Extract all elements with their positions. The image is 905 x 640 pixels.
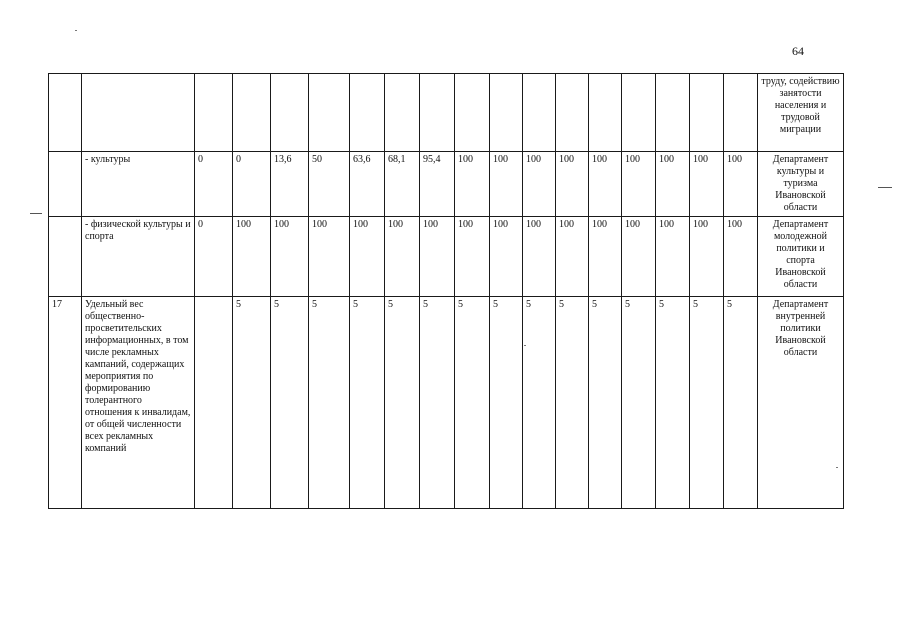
value-cell (556, 74, 589, 152)
value-cell (724, 74, 758, 152)
value-cell: 100 (724, 152, 758, 217)
value-cell: 100 (233, 217, 271, 297)
value-cell (455, 74, 490, 152)
value-cell: 0 (233, 152, 271, 217)
value-cell: 100 (523, 217, 556, 297)
indicator-name-cell: Удельный вес общественно-просветительских информационных, в том числе рекламных кампаний, содержащих мероприятия по формированию толерантного отношения к инвалидам, от общей численности всех рекламных компаний (82, 297, 195, 509)
page-number: 64 (792, 44, 804, 58)
indicator-name-cell: - культуры (82, 152, 195, 217)
department-cell: Департамент внутренней политики Ивановской области (758, 297, 844, 509)
value-cell: 100 (523, 152, 556, 217)
value-cell: 100 (350, 217, 385, 297)
value-cell: 5 (350, 297, 385, 509)
scan-speck (836, 467, 838, 468)
scan-mark (30, 213, 42, 214)
row-number-cell (49, 152, 82, 217)
value-cell: 5 (490, 297, 523, 509)
row-number-cell (49, 217, 82, 297)
value-cell: 100 (724, 217, 758, 297)
value-cell: 100 (455, 217, 490, 297)
value-cell (195, 297, 233, 509)
value-cell (622, 74, 656, 152)
value-cell (523, 74, 556, 152)
value-cell (385, 74, 420, 152)
value-cell (271, 74, 309, 152)
value-cell: 5 (309, 297, 350, 509)
department-cell: Департамент культуры и туризма Ивановской области (758, 152, 844, 217)
value-cell: 5 (656, 297, 690, 509)
value-cell: 100 (309, 217, 350, 297)
value-cell: 5 (724, 297, 758, 509)
indicator-name-cell: - физической культуры и спорта (82, 217, 195, 297)
value-cell: 100 (690, 217, 724, 297)
value-cell: 100 (589, 217, 622, 297)
value-cell (690, 74, 724, 152)
value-cell: 100 (490, 217, 523, 297)
department-cell: труду, содействию занятости населения и трудовой миграции (758, 74, 844, 152)
scan-speck (75, 30, 77, 31)
table-row (49, 217, 844, 297)
value-cell: 100 (385, 217, 420, 297)
department-cell: Департамент молодежной политики и спорта Ивановской области (758, 217, 844, 297)
scan-mark (878, 187, 892, 188)
value-cell (350, 74, 385, 152)
value-cell: 100 (490, 152, 523, 217)
value-cell: 5 (622, 297, 656, 509)
value-cell: 95,4 (420, 152, 455, 217)
value-cell: 100 (656, 217, 690, 297)
value-cell: 100 (556, 217, 589, 297)
value-cell: 100 (455, 152, 490, 217)
indicator-table (48, 73, 844, 509)
value-cell: 5 (271, 297, 309, 509)
value-cell: 0 (195, 217, 233, 297)
value-cell (589, 74, 622, 152)
table-row (49, 297, 844, 509)
value-cell: 5 (455, 297, 490, 509)
value-cell (309, 74, 350, 152)
value-cell (490, 74, 523, 152)
value-cell: 68,1 (385, 152, 420, 217)
value-cell: 5 (420, 297, 455, 509)
value-cell: 100 (589, 152, 622, 217)
value-cell: 50 (309, 152, 350, 217)
value-cell: 100 (656, 152, 690, 217)
value-cell (195, 74, 233, 152)
value-cell: 13,6 (271, 152, 309, 217)
value-cell: 5 (589, 297, 622, 509)
table-row (49, 74, 844, 152)
value-cell: 100 (556, 152, 589, 217)
value-cell: 100 (622, 152, 656, 217)
table-row (49, 152, 844, 217)
value-cell: 100 (420, 217, 455, 297)
value-cell: 0 (195, 152, 233, 217)
value-cell: 100 (622, 217, 656, 297)
value-cell: 100 (271, 217, 309, 297)
scan-speck (524, 345, 526, 346)
value-cell: 5 (233, 297, 271, 509)
row-number-cell: 17 (49, 297, 82, 509)
value-cell: 5 (385, 297, 420, 509)
value-cell: 5 (523, 297, 556, 509)
row-number-cell (49, 74, 82, 152)
value-cell: 100 (690, 152, 724, 217)
value-cell: 63,6 (350, 152, 385, 217)
indicator-name-cell (82, 74, 195, 152)
value-cell (656, 74, 690, 152)
value-cell: 5 (556, 297, 589, 509)
value-cell: 5 (690, 297, 724, 509)
value-cell (233, 74, 271, 152)
value-cell (420, 74, 455, 152)
